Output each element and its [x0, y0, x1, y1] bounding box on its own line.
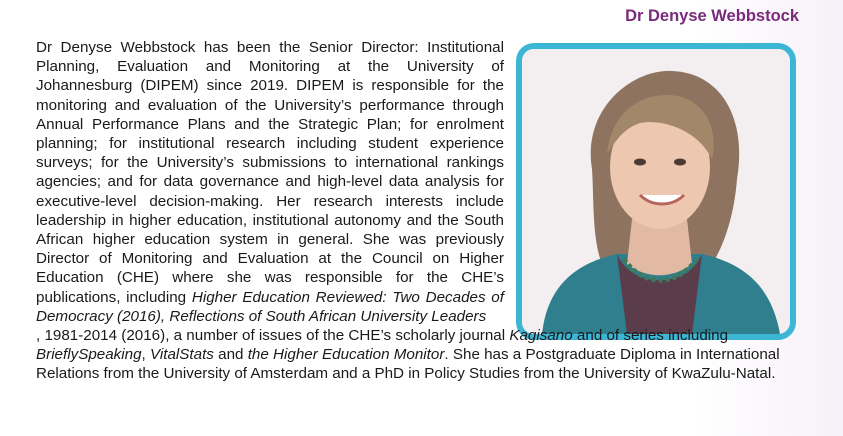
separator: , [141, 346, 146, 364]
series-title: BrieflySpeaking [36, 346, 142, 364]
bio-text: Dr Denyse Webbstock has been the Senior Director: Institutional Planning, Evaluation and Monitoring at the University of Johannesburg (DIPEM) since 2019. DIPEM is responsible for the monitoring and evaluation of the University’s performance through Annual Performance Plans and the Strategic Plan; for enrolment planning; for institutional research including student experience surveys; for the University’s submissions to international rankings agencies; and for data governance and high-level data analysis for executive-level decision-making. Her research interests include leadership in higher education, institutional autonomy and the South African higher education system in general. She was previously Director of Monitoring and Evaluation at the Council on Higher Education (CHE) where she was responsible for the CHE’s publications, including [36, 39, 504, 306]
series-title: the Higher Education Monitor [247, 346, 445, 364]
bio-continued [36, 326, 806, 384]
bio-text: and [218, 346, 244, 364]
bio-text: . She has a Postgraduate Diploma in International Relations from the University of Amsterdam and a PhD in Policy Studies from the University of KwaZulu-Natal. [36, 346, 780, 383]
bio-text: and of series including [576, 327, 729, 345]
biography [36, 38, 806, 384]
journal-title: Kagisano [509, 327, 573, 345]
series-title: VitalStats [150, 346, 214, 364]
page-title: Dr Denyse Webbstock [625, 7, 799, 25]
bio-text: , 1981-2014 (2016), a number of issues of the CHE’s scholarly journal [36, 327, 506, 345]
bio-intro [36, 38, 504, 326]
publication-title: Higher Education Reviewed: Two Decades of Democracy (2016), Reflections of South African University Leaders [36, 288, 504, 325]
